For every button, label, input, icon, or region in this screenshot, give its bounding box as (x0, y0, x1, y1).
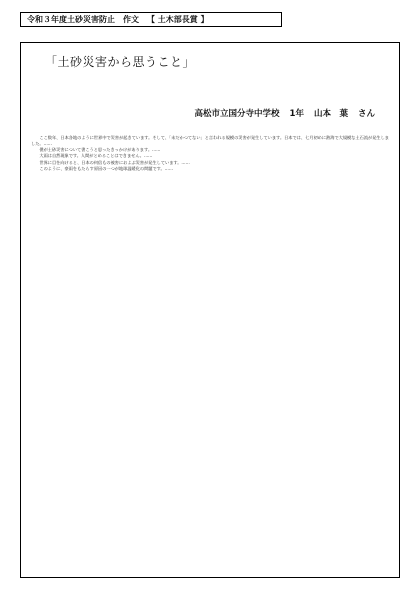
essay-paragraph: 世界に目を向けると、日本の何倍もの被害におよぶ災害が発生しています。…… (39, 159, 190, 165)
essay-paragraph: 大雨は自然現象です。人間がとめることはできません。…… (39, 153, 153, 159)
essay-body (31, 135, 389, 567)
author-school: 高松市立国分寺中学校 (194, 109, 280, 119)
essay-paragraph: このように、豪雨をもたらす原因の一つが地球温暖化の問題です。…… (39, 165, 174, 171)
author-grade: 1年 (289, 109, 304, 119)
award-header (20, 12, 282, 27)
author-line (195, 107, 375, 119)
essay-paragraph: ここ数年、日本各地のように世界中で災害が起きています。そして、「未だかつてない」と言われる規模の災害が発生しています。日本では、七月初めに熱海で大規模な土石流が発生しました。…… (31, 135, 389, 147)
author-name: 山本 葉 (313, 109, 348, 119)
essay-title: 「土砂災害から思うこと」 (45, 55, 196, 69)
header-category: 令和３年度土砂災害防止 作文 (27, 15, 139, 24)
author-honorific: さん (357, 109, 375, 119)
essay-paragraph: 僕が土砂災害について書こうと思ったきっかけがあります。…… (39, 147, 161, 153)
header-award: 【 土木部長賞 】 (147, 15, 209, 24)
essay-frame (20, 42, 400, 578)
